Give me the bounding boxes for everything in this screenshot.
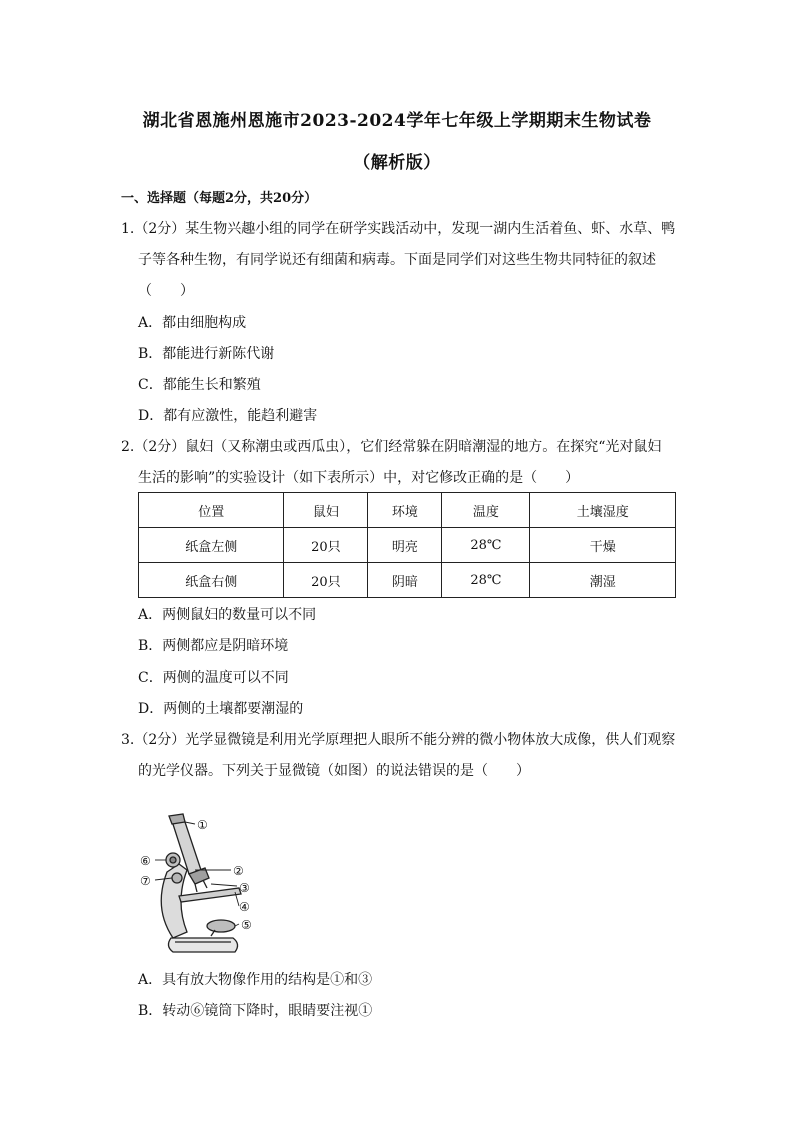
table-header-cell: 土壤湿度 <box>530 493 676 528</box>
figure-label-2: ② <box>233 864 244 878</box>
figure-label-3: ③ <box>239 881 250 895</box>
experiment-table <box>138 492 676 598</box>
figure-label-1: ① <box>197 818 208 832</box>
q1-stem-line1: 1.（2分）某生物兴趣小组的同学在研学实践活动中，发现一湖内生活着鱼、虾、水草、鸭 <box>121 221 676 237</box>
figure-label-6: ⑥ <box>140 854 151 868</box>
exam-title: 湖北省恩施州恩施市2023-2024学年七年级上学期期末生物试卷 <box>142 111 652 131</box>
q3-stem-line2: 的光学仪器。下列关于显微镜（如图）的说法错误的是（ ） <box>138 763 530 779</box>
figure-label-7: ⑦ <box>140 874 151 888</box>
q2-option-a: A．两侧鼠妇的数量可以不同 <box>138 607 317 623</box>
q3-option-b: B．转动⑥镜筒下降时，眼睛要注视① <box>138 1003 373 1019</box>
q1-stem-line3: （ ） <box>138 283 194 299</box>
table-cell: 纸盒右侧 <box>139 563 284 598</box>
q1-option-c: C．都能生长和繁殖 <box>138 377 261 393</box>
table-cell: 28℃ <box>442 528 530 563</box>
table-cell: 潮湿 <box>530 563 676 598</box>
q1-option-b: B．都能进行新陈代谢 <box>138 346 275 362</box>
table-cell: 20只 <box>284 528 368 563</box>
q3-option-a: A．具有放大物像作用的结构是①和③ <box>138 972 373 988</box>
q1-stem-line2: 子等各种生物，有同学说还有细菌和病毒。下面是同学们对这些生物共同特征的叙述 <box>138 252 656 268</box>
figure-label-4: ④ <box>239 900 250 914</box>
q3-stem-line1: 3.（2分）光学显微镜是利用光学原理把人眼所不能分辨的微小物体放大成像，供人们观察 <box>121 732 676 748</box>
table-row <box>139 528 676 563</box>
table-cell: 20只 <box>284 563 368 598</box>
table-cell: 阴暗 <box>368 563 442 598</box>
table-header-row <box>139 493 676 528</box>
q1-option-a: A．都由细胞构成 <box>138 315 247 331</box>
q2-stem-line1: 2.（2分）鼠妇（又称潮虫或西瓜虫），它们经常躲在阴暗潮湿的地方。在探究“光对鼠妇 <box>121 439 662 455</box>
exam-subtitle: （解析版） <box>353 153 441 173</box>
table-cell: 干燥 <box>530 528 676 563</box>
table-header-cell: 鼠妇 <box>284 493 368 528</box>
table-row <box>139 563 676 598</box>
section-heading: 一、选择题（每题2分，共20分） <box>121 191 318 206</box>
q1-option-d: D．都有应激性，能趋利避害 <box>138 408 318 424</box>
figure-label-5: ⑤ <box>241 918 252 932</box>
table-cell: 28℃ <box>442 563 530 598</box>
table-header-cell: 温度 <box>442 493 530 528</box>
q2-stem-line2: 生活的影响”的实验设计（如下表所示）中，对它修改正确的是（ ） <box>138 470 580 486</box>
microscope-figure <box>135 812 260 960</box>
table-header-cell: 位置 <box>139 493 284 528</box>
q2-option-d: D．两侧的土壤都要潮湿的 <box>138 701 304 717</box>
table-cell: 纸盒左侧 <box>139 528 284 563</box>
q2-option-c: C．两侧的温度可以不同 <box>138 670 289 686</box>
table-header-cell: 环境 <box>368 493 442 528</box>
table-cell: 明亮 <box>368 528 442 563</box>
q2-option-b: B．两侧都应是阴暗环境 <box>138 638 289 654</box>
